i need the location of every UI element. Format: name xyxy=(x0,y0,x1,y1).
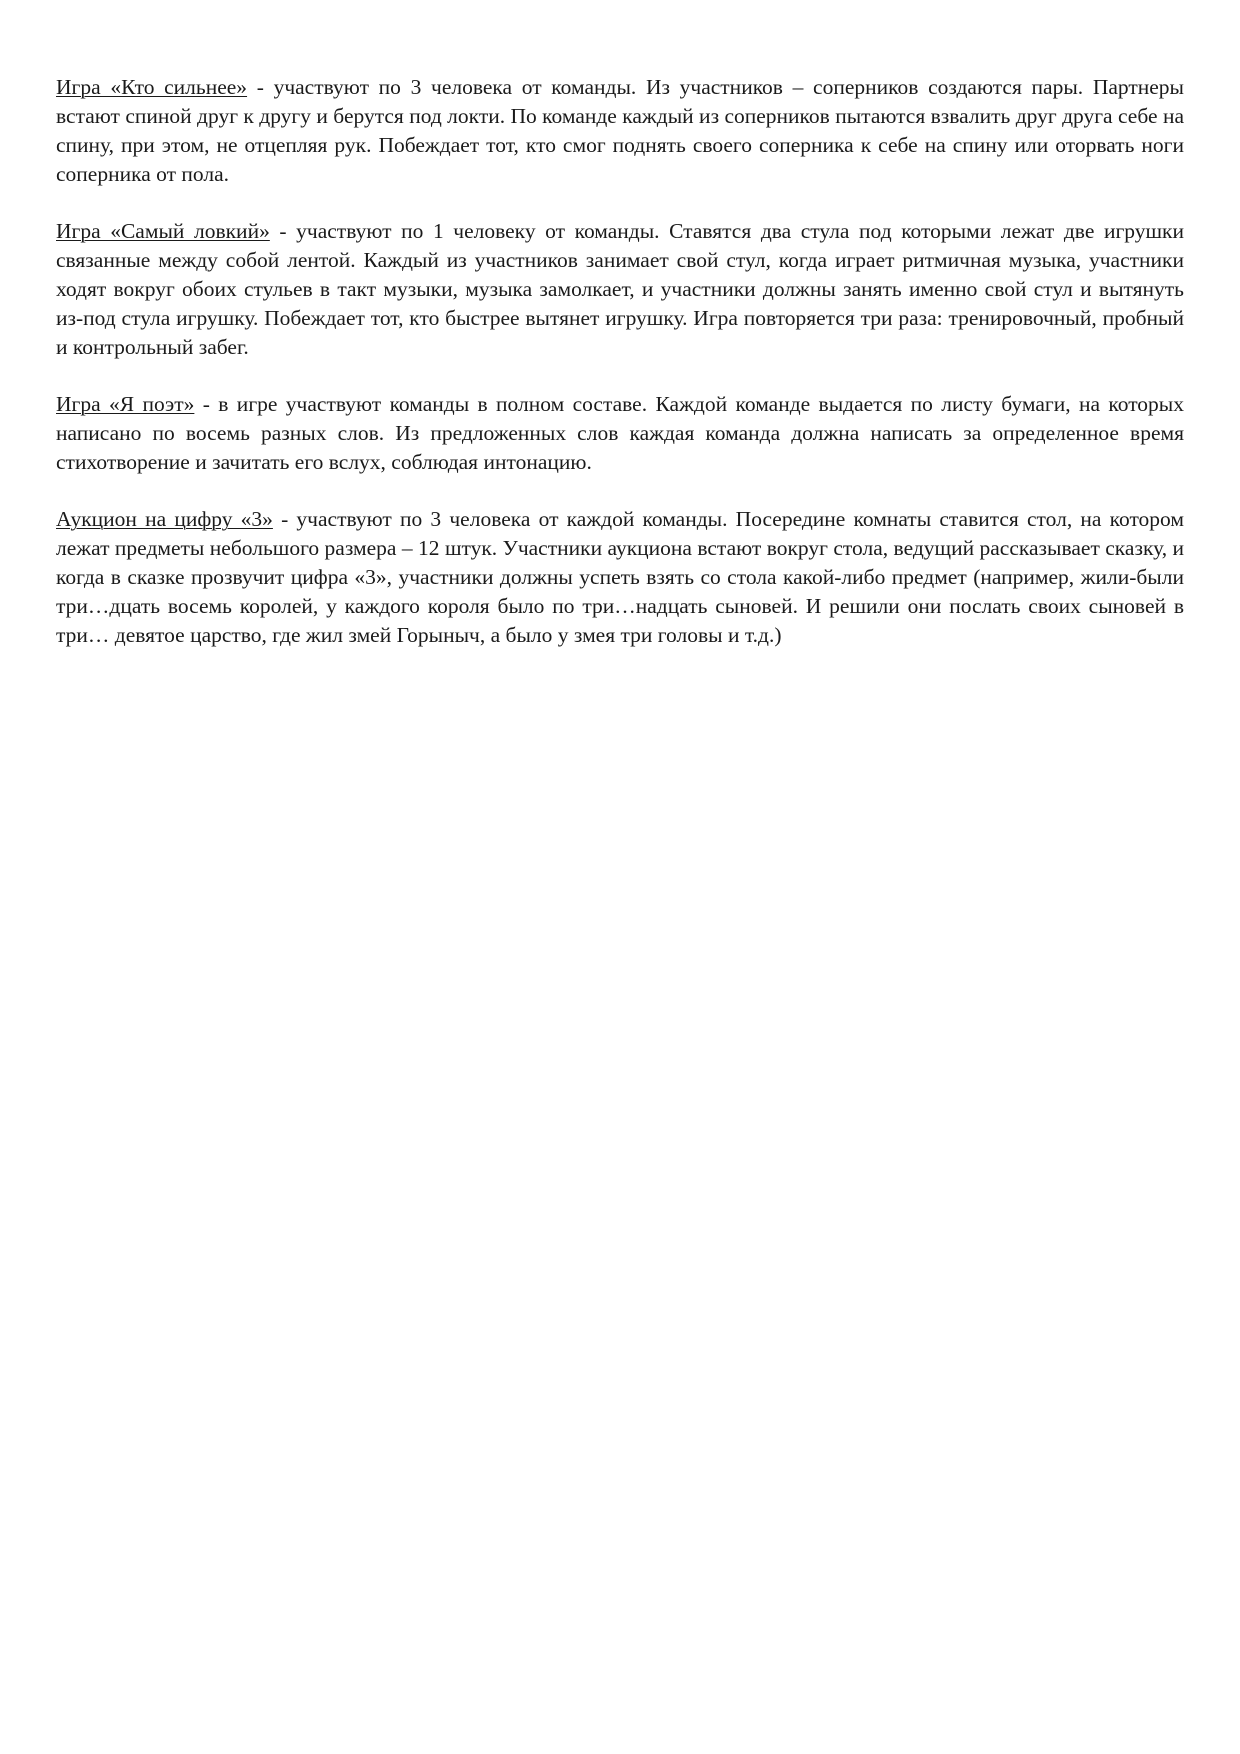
entry-title: Игра «Кто сильнее» xyxy=(56,75,248,99)
entry-text: - участвуют по 1 человеку от команды. Ставятся два стула под которыми лежат две игрушки связанные между собой лентой. Каждый из участников занимает свой стул, когда играет ритмичная музыка, участники ходят вокруг обоих стульев в такт музыки, музыка замолкает, и участники должны занять именно свой стул и вытянуть из-под стула игрушку. Побеждает тот, кто быстрее вытянет игрушку. Игра повторяется три раза: тренировочный, пробный и контрольный забег. xyxy=(56,219,1184,359)
game-entry-auktsion xyxy=(56,505,1184,650)
entry-text: - участвуют по 3 человека от каждой команды. Посередине комнаты ставится стол, на котором лежат предметы небольшого размера – 12 штук. Участники аукциона встают вокруг стола, ведущий рассказывает сказку, и когда в сказке прозвучит цифра «3», участники должны успеть взять со стола какой-либо предмет (например, жили-были три…дцать восемь королей, у каждого короля было по три…надцать сыновей. И решили они послать своих сыновей в три… девятое царство, где жил змей Горыныч, а было у змея три головы и т.д.) xyxy=(56,507,1184,647)
entry-text: - участвуют по 3 человека от команды. Из участников – соперников создаются пары. Партнеры встают спиной друг к другу и берутся под локти. По команде каждый из соперников пытаются взвалить друг друга себе на спину, при этом, не отцепляя рук. Побеждает тот, кто смог поднять своего соперника к себе на спину или оторвать ноги соперника от пола. xyxy=(56,75,1184,186)
game-entry-kto-silnee xyxy=(56,73,1184,189)
game-entry-ya-poet xyxy=(56,390,1184,477)
document-page xyxy=(56,73,1184,678)
entry-title: Игра «Самый ловкий» xyxy=(56,219,270,243)
entry-title: Аукцион на цифру «3» xyxy=(56,507,273,531)
game-entry-samyi-lovkii xyxy=(56,217,1184,362)
entry-text: - в игре участвуют команды в полном составе. Каждой команде выдается по листу бумаги, на которых написано по восемь разных слов. Из предложенных слов каждая команда должна написать за определенное время стихотворение и зачитать его вслух, соблюдая интонацию. xyxy=(56,392,1184,474)
entry-title: Игра «Я поэт» xyxy=(56,392,195,416)
